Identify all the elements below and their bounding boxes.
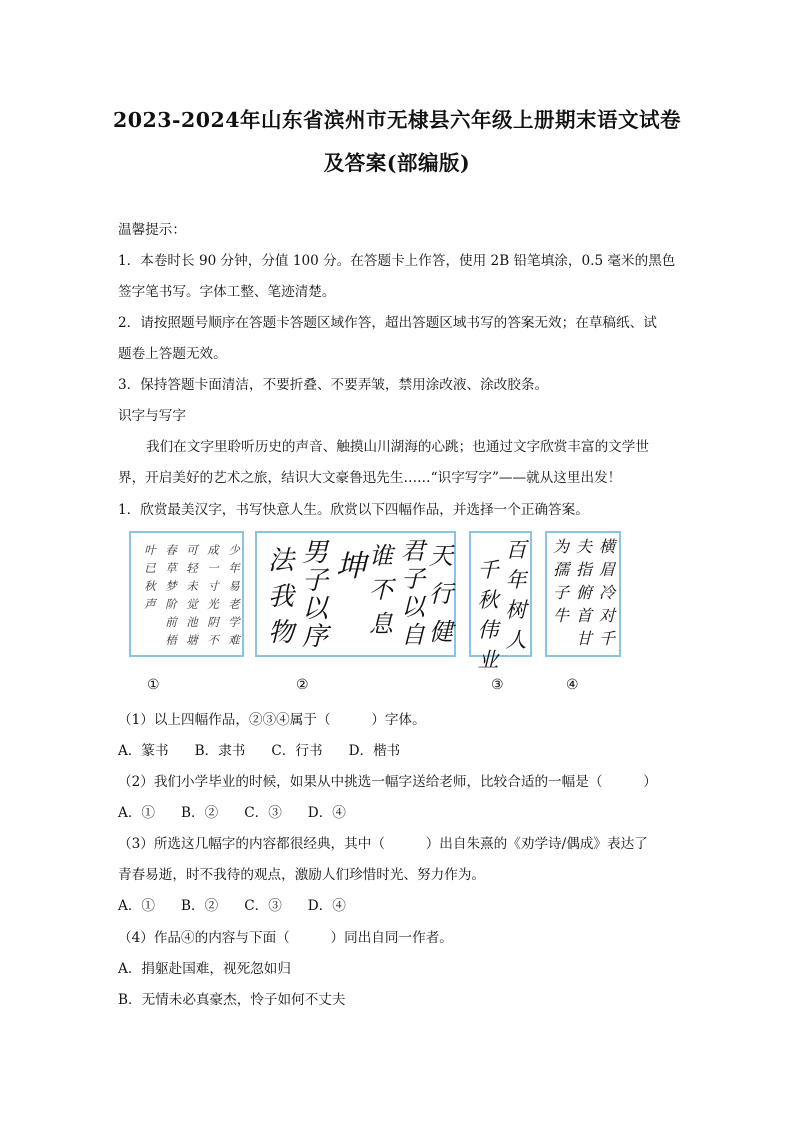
section-intro-b: 界，开启美好的艺术之旅，结识大文豪鲁迅先生……“识字写字”——就从这里出发！ [118, 470, 622, 486]
artwork-2-column: 谁 不 息 [369, 542, 393, 638]
option-d[interactable]: D．楷书 [348, 743, 401, 759]
option-a[interactable]: A．篆书 [118, 743, 169, 759]
artwork-3-panel [469, 531, 532, 672]
option-a[interactable]: A．① [118, 898, 156, 914]
artwork-2-column: 天 行 健 [429, 542, 453, 646]
artwork-4-column: 夫 指 俯 首 甘 [575, 537, 592, 648]
artwork-2-column: 法 我 物 [267, 546, 294, 648]
artwork-3-column: 千 秋 伟 业 [477, 558, 499, 672]
option-d[interactable]: D．④ [307, 805, 346, 821]
question-1-stem: 1．欣赏最美汉字，书写快意人生。欣赏以下四幅作品，并选择一个正确答案。 [118, 502, 589, 518]
artwork-1-column: 成 一 寸 光 阴 不 [207, 543, 219, 647]
artwork-1-column: 少 年 易 老 学 难 [228, 543, 240, 647]
option-c[interactable]: C．③ [244, 898, 282, 914]
artwork-2-column: 坤 [336, 549, 366, 584]
notice-item-3: 3．保持答题卡面清洁，不要折叠、不要弄皱，禁用涂改液、涂改胶条。 [118, 377, 549, 393]
sub-question-4-stem: （4）作品④的内容与下面（ ）同出自同一作者。 [118, 930, 453, 946]
sub-question-4-option-a[interactable]: A．捐躯赴国难，视死忽如归 [118, 961, 291, 977]
document-title-line-1: 2023-2024年山东省滨州市无棣县六年级上册期末语文试卷 [112, 108, 682, 132]
option-b[interactable]: B．② [181, 898, 219, 914]
section-intro-a: 我们在文字里聆听历史的声音、触摸山川湖海的心跳；也通过文字欣赏丰富的文学世 [146, 439, 649, 455]
notice-item-1b: 签字笔书写。字体工整、笔迹清楚。 [118, 284, 336, 300]
section-heading: 识字与写字 [118, 408, 186, 424]
artwork-1-panel [129, 531, 244, 657]
sub-question-2-options [118, 801, 372, 821]
notice-item-2b: 题卷上答题无效。 [118, 346, 227, 362]
sub-question-4-option-b[interactable]: B．无情未必真豪杰，怜子如何不丈夫 [118, 992, 346, 1008]
sub-question-1-stem: （1）以上四幅作品，②③④属于（ ）字体。 [118, 712, 426, 728]
artwork-1-column: 可 轻 未 觉 池 塘 [186, 543, 198, 647]
artwork-1-column: 叶 已 秋 声 [144, 543, 156, 611]
artwork-4-panel [545, 531, 621, 657]
notice-item-2a: 2．请按照题号顺序在答题卡答题区域作答，超出答题区域书写的答案无效；在草稿纸、试 [118, 315, 657, 331]
artwork-4-label: ④ [566, 677, 579, 693]
option-c[interactable]: C．行书 [271, 743, 323, 759]
sub-question-1-options [118, 739, 426, 759]
artwork-2-label: ② [296, 677, 309, 693]
option-c[interactable]: C．③ [244, 805, 282, 821]
notice-heading: 温馨提示： [118, 222, 186, 238]
artwork-3-column: 百 年 树 人 [505, 538, 527, 652]
sub-question-2-stem: （2）我们小学毕业的时候，如果从中挑选一幅字送给老师，比较合适的一幅是（ ） [118, 774, 657, 790]
artwork-4-column: 横 眉 冷 对 千 [598, 537, 615, 648]
sub-question-3-options [118, 894, 372, 914]
document-title-line-2: 及答案(部编版) [323, 151, 471, 175]
sub-question-3-stem-a: （3）所选这几幅字的内容都很经典，其中（ ）出自朱熹的《劝学诗/偶成》表达了 [118, 836, 648, 852]
artwork-2-column: 君 子 以 自 [401, 537, 425, 649]
option-b[interactable]: B．隶书 [194, 743, 246, 759]
option-a[interactable]: A．① [118, 805, 156, 821]
artwork-4-column: 为 孺 子 牛 [552, 537, 569, 625]
artwork-2-panel [255, 531, 456, 657]
artwork-1-label: ① [147, 677, 160, 693]
option-b[interactable]: B．② [181, 805, 219, 821]
option-d[interactable]: D．④ [307, 898, 346, 914]
notice-item-1a: 1．本卷时长 90 分钟，分值 100 分。在答题卡上作答，使用 2B 铅笔填涂，0.5 毫米的黑色 [118, 253, 676, 269]
artwork-1-column: 春 草 梦 阶 前 梧 [165, 543, 177, 647]
artwork-3-label: ③ [491, 677, 504, 693]
sub-question-3-stem-b: 青春易逝，时不我待的观点，激励人们珍惜时光、努力作为。 [118, 867, 486, 883]
artwork-2-column: 男 子 以 序 [301, 538, 328, 652]
